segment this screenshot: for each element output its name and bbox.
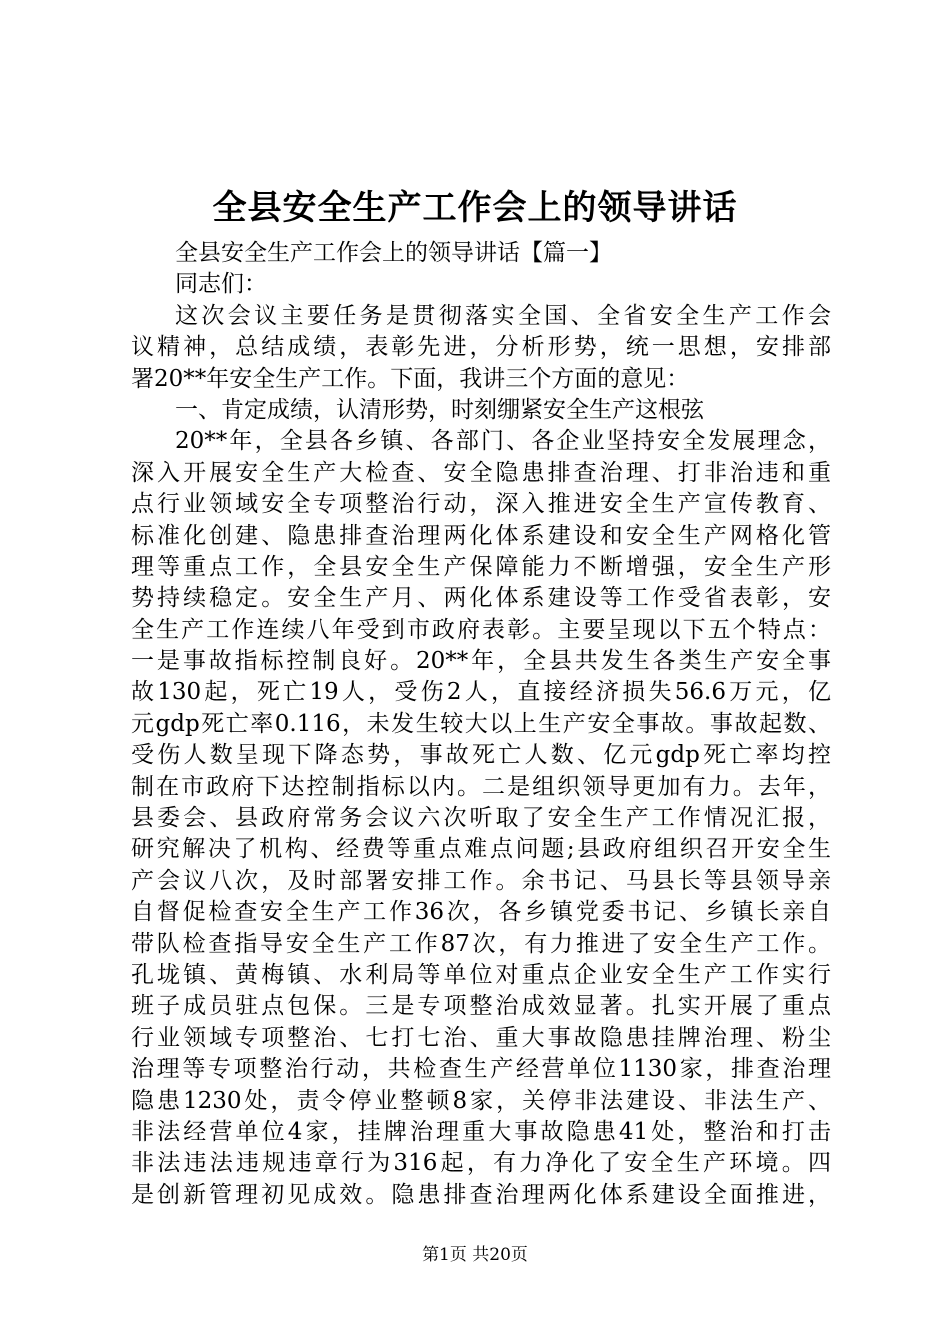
paragraph-line: 点行业领域安全专项整治行动，深入推进安全生产宣传教育、 [131,491,831,518]
paragraph-line: 非法经营单位4家，挂牌治理重大事故隐患41处，整治和打击 [131,1118,831,1145]
paragraph-line: 理等重点工作，全县安全生产保障能力不断增强，安全生产形 [131,553,831,580]
paragraph-line: 隐患1230处，责令停业整顿8家，关停非法建设、非法生产、 [131,1087,831,1114]
paragraph-line: 故130起，死亡19人，受伤2人，直接经济损失56.6万元，亿 [131,679,831,706]
paragraph-line: 势持续稳定。安全生产月、两化体系建设等工作受省表彰，安 [131,585,831,612]
paragraph-line: 议精神，总结成绩，表彰先进，分析形势，统一思想，安排部 [131,334,831,361]
document-title: 全县安全生产工作会上的领导讲话 [212,188,738,228]
paragraph-line: 研究解决了机构、经费等重点难点问题;县政府组织召开安全生 [131,836,831,863]
document-body [131,238,831,1211]
paragraph-line: 元gdp死亡率0.116，未发生较大以上生产安全事故。事故起数、 [131,710,831,737]
salutation-line: 同志们： [175,271,267,298]
section-heading: 一、肯定成绩，认清形势，时刻绷紧安全生产这根弦 [175,396,704,423]
paragraph-line: 一是事故指标控制良好。20**年，全县共发生各类生产安全事 [131,648,831,675]
paragraph-line: 深入开展安全生产大检查、安全隐患排查治理、打非治违和重 [131,459,831,486]
paragraph-line: 行业领域专项整治、七打七治、重大事故隐患挂牌治理、粉尘 [131,1024,831,1051]
paragraph-line: 这次会议主要任务是贯彻落实全国、全省安全生产工作会 [175,302,831,329]
paragraph-line: 自督促检查安全生产工作36次，各乡镇党委书记、乡镇长亲自 [131,899,831,926]
paragraph-line: 孔垅镇、黄梅镇、水利局等单位对重点企业安全生产工作实行 [131,961,831,988]
page-footer: 第1页 共20页 [422,1245,528,1265]
subtitle-line: 全县安全生产工作会上的领导讲话【篇一】 [175,240,612,266]
paragraph-line: 产会议八次，及时部署安排工作。余书记、马县长等县领导亲 [131,867,831,894]
paragraph-line: 制在市政府下达控制指标以内。二是组织领导更加有力。去年， [131,773,831,800]
paragraph-line: 治理等专项整治行动，共检查生产经营单位1130家，排查治理 [131,1056,831,1083]
paragraph-line: 20**年，全县各乡镇、各部门、各企业坚持安全发展理念， [175,428,831,455]
paragraph-line: 是创新管理初见成效。隐患排查治理两化体系建设全面推进， [131,1181,831,1208]
paragraph-line: 标准化创建、隐患排查治理两化体系建设和安全生产网格化管 [131,522,831,549]
paragraph-line: 班子成员驻点包保。三是专项整治成效显著。扎实开展了重点 [131,993,831,1020]
paragraph-line: 全生产工作连续八年受到市政府表彰。主要呈现以下五个特点： [131,616,831,643]
paragraph-line: 县委会、县政府常务会议六次听取了安全生产工作情况汇报， [131,805,831,832]
paragraph-line: 非法违法违规违章行为316起，有力净化了安全生产环境。四 [131,1150,831,1177]
paragraph-line: 带队检查指导安全生产工作87次，有力推进了安全生产工作。 [131,930,831,957]
paragraph-line: 受伤人数呈现下降态势，事故死亡人数、亿元gdp死亡率均控 [131,742,831,769]
paragraph-line: 署20**年安全生产工作。下面，我讲三个方面的意见： [131,365,690,392]
